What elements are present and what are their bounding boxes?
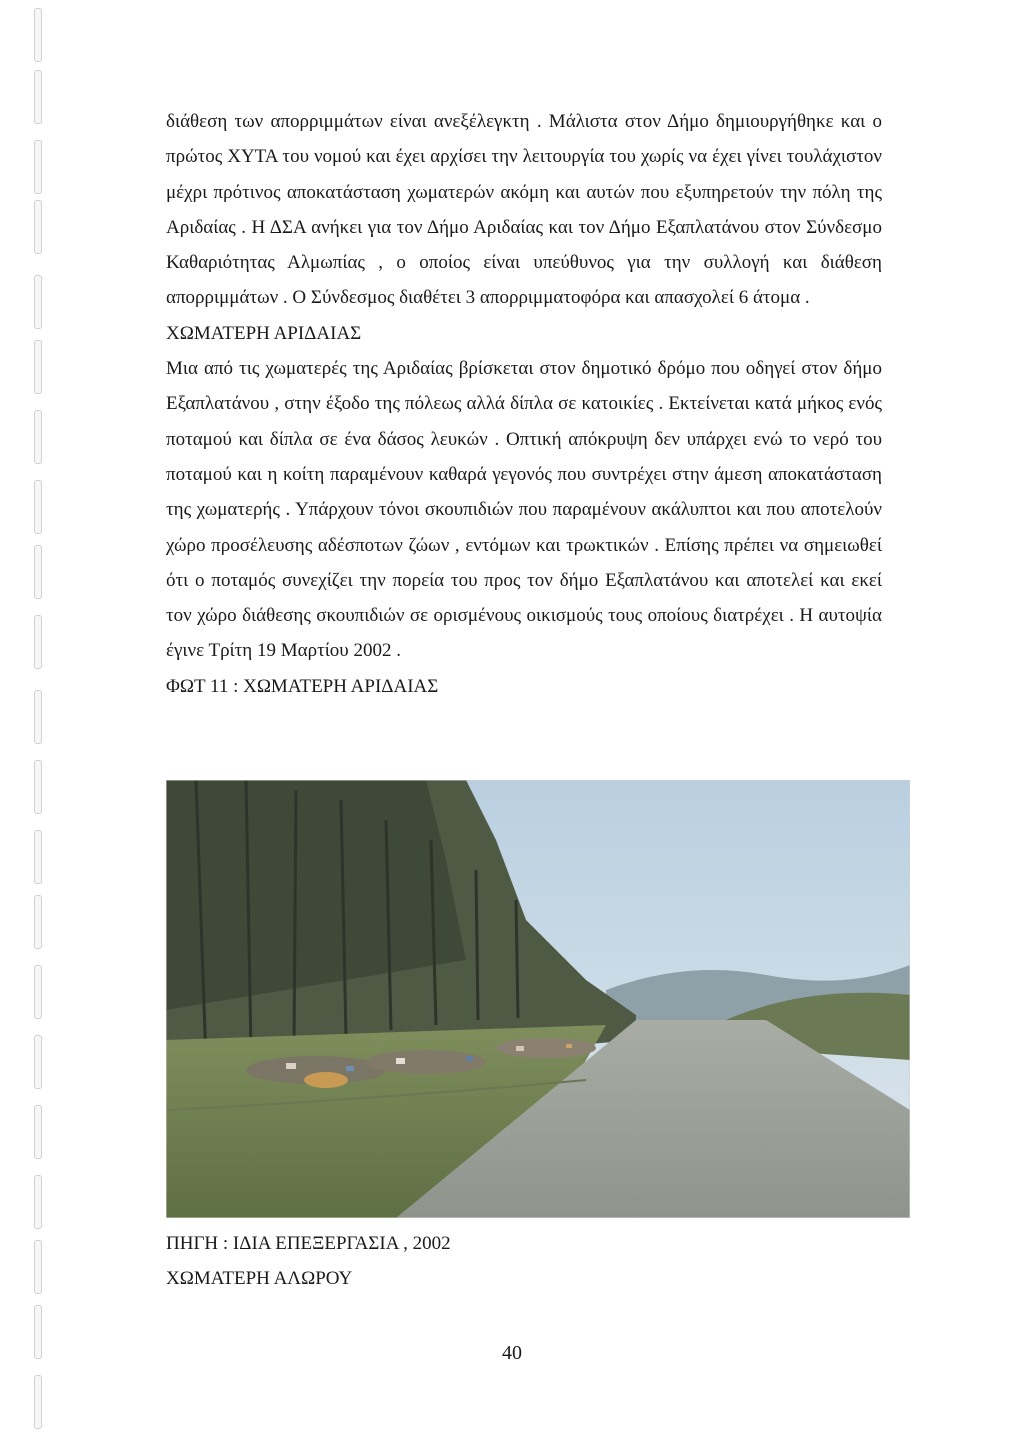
section-heading-aloros: ΧΩΜΑΤΕΡΗ ΑΛΩΡΟΥ [166, 1268, 353, 1289]
page-number: 40 [502, 1342, 522, 1364]
paragraph-intro: διάθεση των απορριμμάτων είναι ανεξέλεγκτη . Μάλιστα στον Δήμο δημιουργήθηκε και ο πρώτος ΧΥΤΑ του νομού και έχει αρχίσει την λειτουργία του χωρίς να έχει γίνει τουλάχιστον μέχρι πρότινος αποκατάσταση χωματερών ακόμη και αυτών που εξυπηρετούν την πόλη της Αριδαίας . Η ΔΣΑ ανήκει για τον Δήμο Αριδαίας και τον Δήμο Εξαπλατάνου στον Σύνδεσμο Καθαριότητας Αλμωπίας , ο οποίος είναι υπεύθυνος για την συλλογή και διάθεση απορριμμάτων . Ο Σύνδεσμος διαθέτει 3 απορριμματοφόρα και απασχολεί 6 άτομα . [166, 111, 882, 309]
landfill-photo-image [166, 780, 910, 1218]
photo-caption: ΦΩΤ 11 : ΧΩΜΑΤΕΡΗ ΑΡΙΔΑΙΑΣ [166, 675, 439, 697]
section-heading-aridaia: ΧΩΜΑΤΕΡΗ ΑΡΙΔΑΙΑΣ [166, 322, 362, 344]
landfill-photo [166, 780, 910, 1218]
page-content [166, 104, 882, 704]
photo-source: ΠΗΓΗ : ΙΔΙΑ ΕΠΕΞΕΡΓΑΣΙΑ , 2002 [166, 1233, 451, 1254]
paragraph-aridaia: Μια από τις χωματερές της Αριδαίας βρίσκεται στον δημοτικό δρόμο που οδηγεί στον δήμο Εξαπλατάνου , στην έξοδο της πόλεως αλλά δίπλα σε κατοικίες . Εκτείνεται κατά μήκος ενός ποταμού και δίπλα σε ένα δάσος λευκών . Οπτική απόκρυψη δεν υπάρχει ενώ το νερό του ποταμού και η κοίτη παραμένουν καθαρά γεγονός που συντρέχει στην άμεση αποκατάσταση της χωματερής . Υπάρχουν τόνοι σκουπιδιών που παραμένουν ακάλυπτοι και που αποτελούν χώρο προσέλευσης αδέσποτων ζώων , εντόμων και τρωκτικών . Επίσης πρέπει να σημειωθεί ότι ο ποταμός συνεχίζει την πορεία του προς τον δήμο Εξαπλατάνου και αποτελεί και εκεί τον χώρο διάθεσης σκουπιδιών σε ορισμένους οικισμούς τους οποίους διατρέχει . Η αυτοψία έγινε Τρίτη 19 Μαρτίου 2002 . [166, 358, 882, 662]
binder-holes [30, 0, 48, 1445]
